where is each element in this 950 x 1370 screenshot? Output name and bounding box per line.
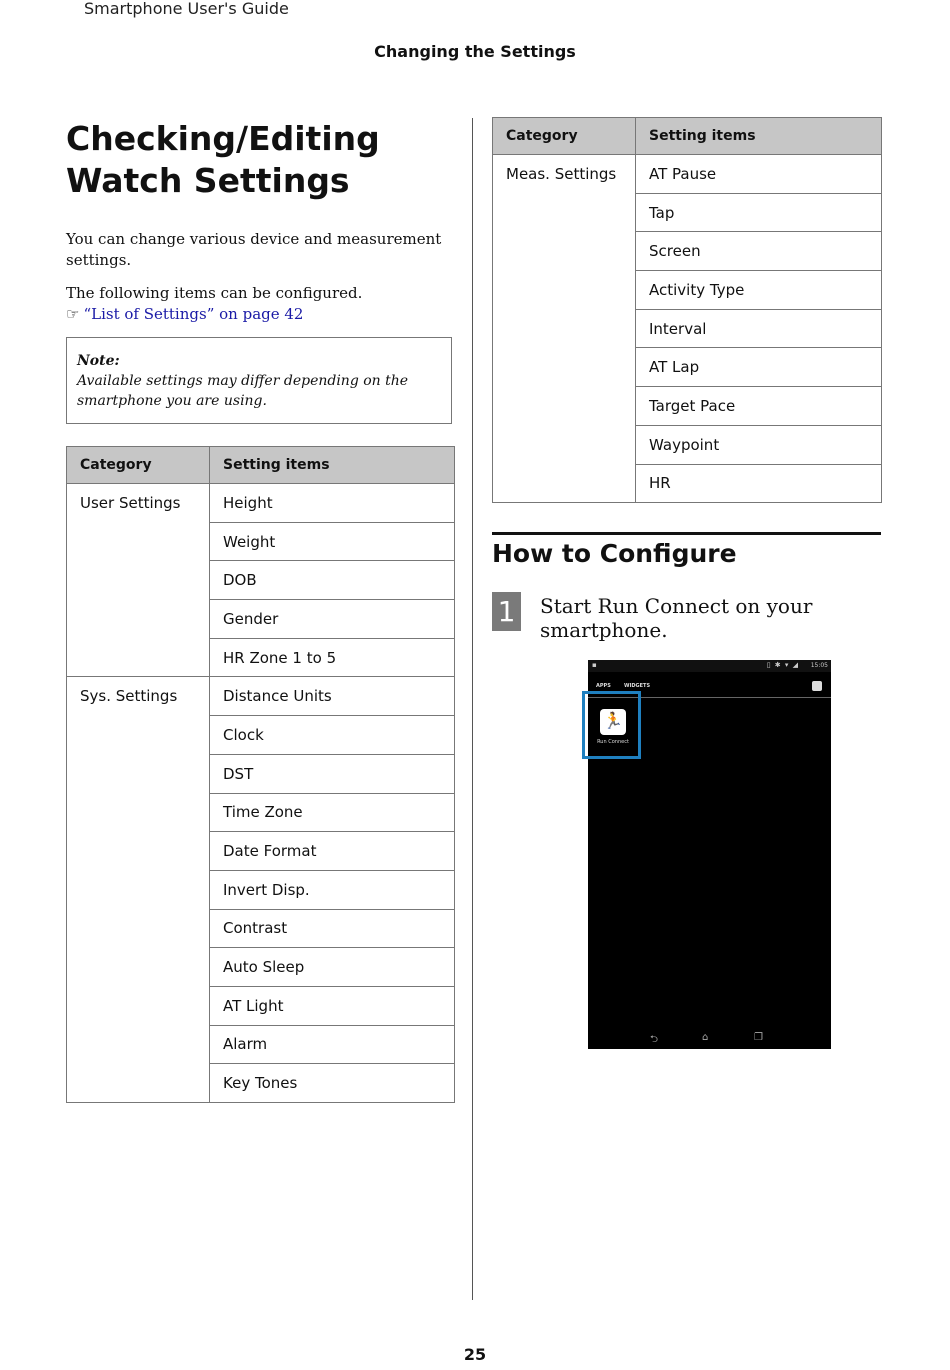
configured-paragraph: [66, 283, 446, 325]
setting-item-cell: HR Zone 1 to 5: [210, 638, 455, 677]
setting-item-cell: Screen: [636, 232, 882, 271]
setting-item-cell: Distance Units: [210, 677, 455, 716]
setting-item-cell: Interval: [636, 309, 882, 348]
category-cell: Sys. Settings: [67, 677, 210, 1103]
setting-item-cell: Target Pace: [636, 387, 882, 426]
settings-table-left: [66, 446, 455, 1103]
table-row: [493, 155, 882, 194]
setting-item-cell: Weight: [210, 522, 455, 561]
category-header: Category: [67, 447, 210, 484]
note-text: Available settings may differ depending on the smartphone you are using.: [77, 373, 409, 409]
intro-paragraph: You can change various device and measurement settings.: [66, 230, 442, 269]
run-connect-app-icon[interactable]: 🏃: [600, 709, 626, 735]
back-icon[interactable]: ⮌: [650, 1034, 659, 1045]
column-divider: [472, 118, 473, 1300]
tab-widgets[interactable]: WIDGETS: [624, 683, 651, 689]
step-number-badge: 1: [492, 592, 521, 631]
category-cell: Meas. Settings: [493, 155, 636, 503]
how-to-configure-heading: How to Configure: [492, 539, 737, 568]
list-of-settings-link[interactable]: “List of Settings” on page 42: [83, 305, 304, 323]
setting-item-cell: Alarm: [210, 1025, 455, 1064]
notification-icon: ▪: [592, 661, 597, 669]
setting-item-cell: Gender: [210, 600, 455, 639]
table-row: [67, 677, 455, 716]
category-cell: User Settings: [67, 484, 210, 677]
category-header: Category: [493, 118, 636, 155]
setting-items-header: Setting items: [210, 447, 455, 484]
table-header-row: [67, 447, 455, 484]
setting-item-cell: Clock: [210, 716, 455, 755]
page-title: Checking/Editing Watch Settings: [66, 119, 380, 200]
note-label: Note:: [77, 353, 120, 369]
app-label: Run Connect: [597, 739, 629, 745]
setting-item-cell: HR: [636, 464, 882, 503]
setting-item-cell: Contrast: [210, 909, 455, 948]
table-header-row: [493, 118, 882, 155]
setting-items-header: Setting items: [636, 118, 882, 155]
note-box: [66, 337, 452, 424]
configured-text: The following items can be configured.: [66, 284, 363, 302]
home-icon[interactable]: ⌂: [702, 1032, 709, 1043]
pointing-hand-icon: ☞: [66, 305, 80, 323]
setting-item-cell: AT Lap: [636, 348, 882, 387]
setting-item-cell: Key Tones: [210, 1064, 455, 1103]
recent-apps-icon[interactable]: ❐: [754, 1032, 763, 1043]
status-time: 15:05: [810, 662, 828, 669]
step-text: Start Run Connect on your smartphone.: [540, 594, 813, 642]
page-number: 25: [463, 1345, 487, 1364]
setting-item-cell: Tap: [636, 193, 882, 232]
setting-item-cell: AT Light: [210, 986, 455, 1025]
setting-item-cell: DST: [210, 754, 455, 793]
setting-item-cell: Height: [210, 484, 455, 523]
heading-rule: [492, 532, 881, 535]
setting-item-cell: Waypoint: [636, 425, 882, 464]
section-title: Changing the Settings: [374, 42, 576, 61]
tab-apps[interactable]: APPS: [596, 683, 611, 689]
setting-item-cell: Auto Sleep: [210, 948, 455, 987]
setting-item-cell: AT Pause: [636, 155, 882, 194]
phone-nav-bar: [588, 1029, 831, 1049]
table-row: [67, 484, 455, 523]
setting-item-cell: Time Zone: [210, 793, 455, 832]
setting-item-cell: Activity Type: [636, 271, 882, 310]
play-store-icon[interactable]: [812, 681, 822, 691]
status-icons: ▯ ✱ ▾ ◢: [766, 661, 799, 669]
setting-item-cell: DOB: [210, 561, 455, 600]
guide-title: Smartphone User's Guide: [84, 0, 289, 18]
settings-table-right: [492, 117, 882, 503]
setting-item-cell: Invert Disp.: [210, 870, 455, 909]
setting-item-cell: Date Format: [210, 832, 455, 871]
phone-status-bar: [588, 660, 831, 672]
